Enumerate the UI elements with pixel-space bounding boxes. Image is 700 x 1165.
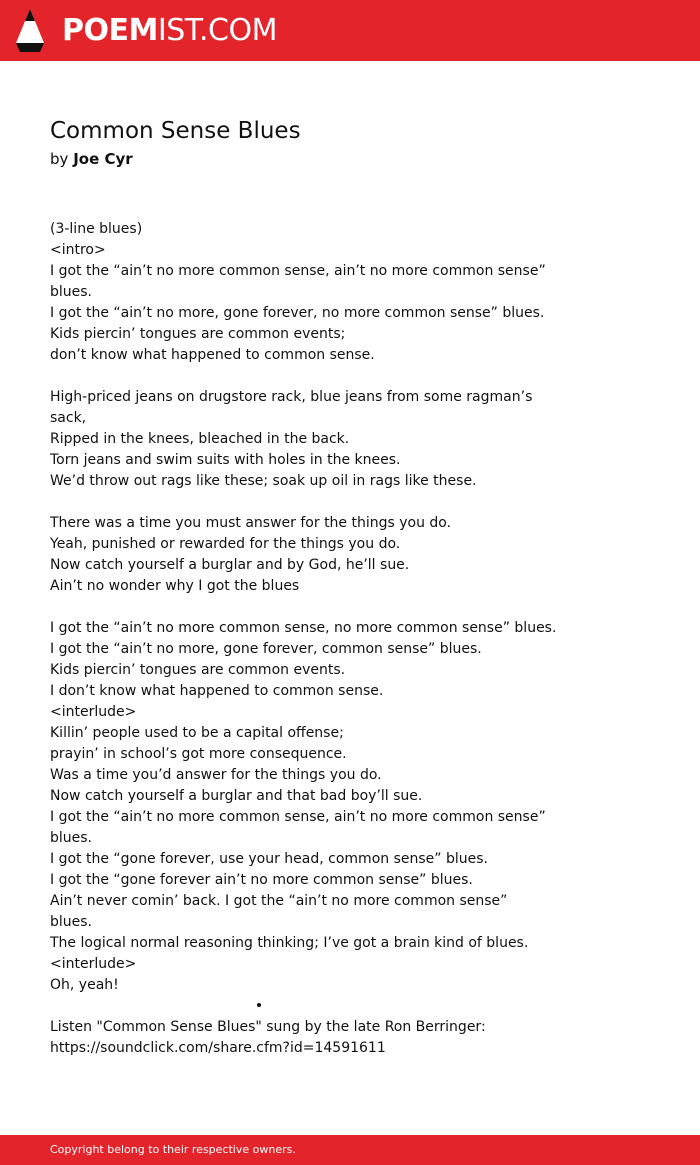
poem-line: I got the “ain’t no more common sense, ain’t no more common sense” xyxy=(50,263,546,279)
poem-line: Kids piercin’ tongues are common events; xyxy=(50,326,346,342)
note-line: Listen "Common Sense Blues" sung by the late Ron Berringer: xyxy=(50,1019,486,1035)
poem-line: blues. xyxy=(50,284,93,300)
poem-line: (3-line blues) xyxy=(50,221,143,237)
poem-line: There was a time you must answer for the things you do. xyxy=(50,515,452,531)
poem-line: <interlude> xyxy=(50,956,137,972)
poem-line: We’d throw out rags like these; soak up oil in rags like these. xyxy=(50,473,477,489)
poem-line xyxy=(50,492,650,513)
poem-line: Ain’t never comin’ back. I got the “ain’t no more common sense” xyxy=(50,893,508,909)
by-label: by xyxy=(50,150,69,168)
poem-line: Was a time you’d answer for the things you do. xyxy=(50,767,382,783)
copyright-text: Copyright belong to their respective owners. xyxy=(50,1143,296,1156)
poem-line: I got the “gone forever, use your head, common sense” blues. xyxy=(50,851,488,867)
poem-body xyxy=(50,219,650,996)
poem-line: blues. xyxy=(50,830,93,846)
poem-line: The logical normal reasoning thinking; I’ve got a brain kind of blues. xyxy=(50,935,529,951)
separator-dot xyxy=(257,1003,261,1007)
poem-note xyxy=(50,1017,650,1059)
poem-line: prayin’ in school’s got more consequence. xyxy=(50,746,347,762)
author-name: Joe Cyr xyxy=(73,150,133,168)
poem-line: <interlude> xyxy=(50,704,137,720)
site-header xyxy=(0,0,700,61)
poem-line: Oh, yeah! xyxy=(50,977,119,993)
poem-line: <intro> xyxy=(50,242,106,258)
poem-line: Torn jeans and swim suits with holes in the knees. xyxy=(50,452,401,468)
poem-line: Kids piercin’ tongues are common events. xyxy=(50,662,346,678)
poem-line: I got the “ain’t no more common sense, no more common sense” blues. xyxy=(50,620,557,636)
poem-line: I got the “ain’t no more, gone forever, common sense” blues. xyxy=(50,641,482,657)
pencil-tip-icon xyxy=(16,9,44,52)
site-logo-text[interactable] xyxy=(62,14,277,48)
poem-line: don’t know what happened to common sense. xyxy=(50,347,375,363)
site-footer xyxy=(0,1135,700,1165)
poem-line: I got the “gone forever ain’t no more common sense” blues. xyxy=(50,872,473,888)
note-line: https://soundclick.com/share.cfm?id=14591611 xyxy=(50,1040,386,1056)
byline xyxy=(50,148,133,170)
poem-line: Ain’t no wonder why I got the blues xyxy=(50,578,300,594)
poem-line xyxy=(50,597,650,618)
poem-line: sack, xyxy=(50,410,87,426)
brand-name-light: IST.COM xyxy=(157,13,277,48)
poem-line xyxy=(50,366,650,387)
poem-line: I got the “ain’t no more, gone forever, no more common sense” blues. xyxy=(50,305,545,321)
poem-line: High-priced jeans on drugstore rack, blue jeans from some ragman’s xyxy=(50,389,533,405)
poem-line: I got the “ain’t no more common sense, ain’t no more common sense” xyxy=(50,809,546,825)
poem-title: Common Sense Blues xyxy=(50,118,301,144)
poem-line: blues. xyxy=(50,914,93,930)
poem-line: I don’t know what happened to common sense. xyxy=(50,683,384,699)
poem-line: Killin’ people used to be a capital offense; xyxy=(50,725,344,741)
brand-name-bold: POEM xyxy=(62,13,158,48)
poem-line: Yeah, punished or rewarded for the things you do. xyxy=(50,536,401,552)
poem-line: Ripped in the knees, bleached in the back. xyxy=(50,431,350,447)
poem-line: Now catch yourself a burglar and by God, he’ll sue. xyxy=(50,557,410,573)
poem-line: Now catch yourself a burglar and that bad boy’ll sue. xyxy=(50,788,423,804)
